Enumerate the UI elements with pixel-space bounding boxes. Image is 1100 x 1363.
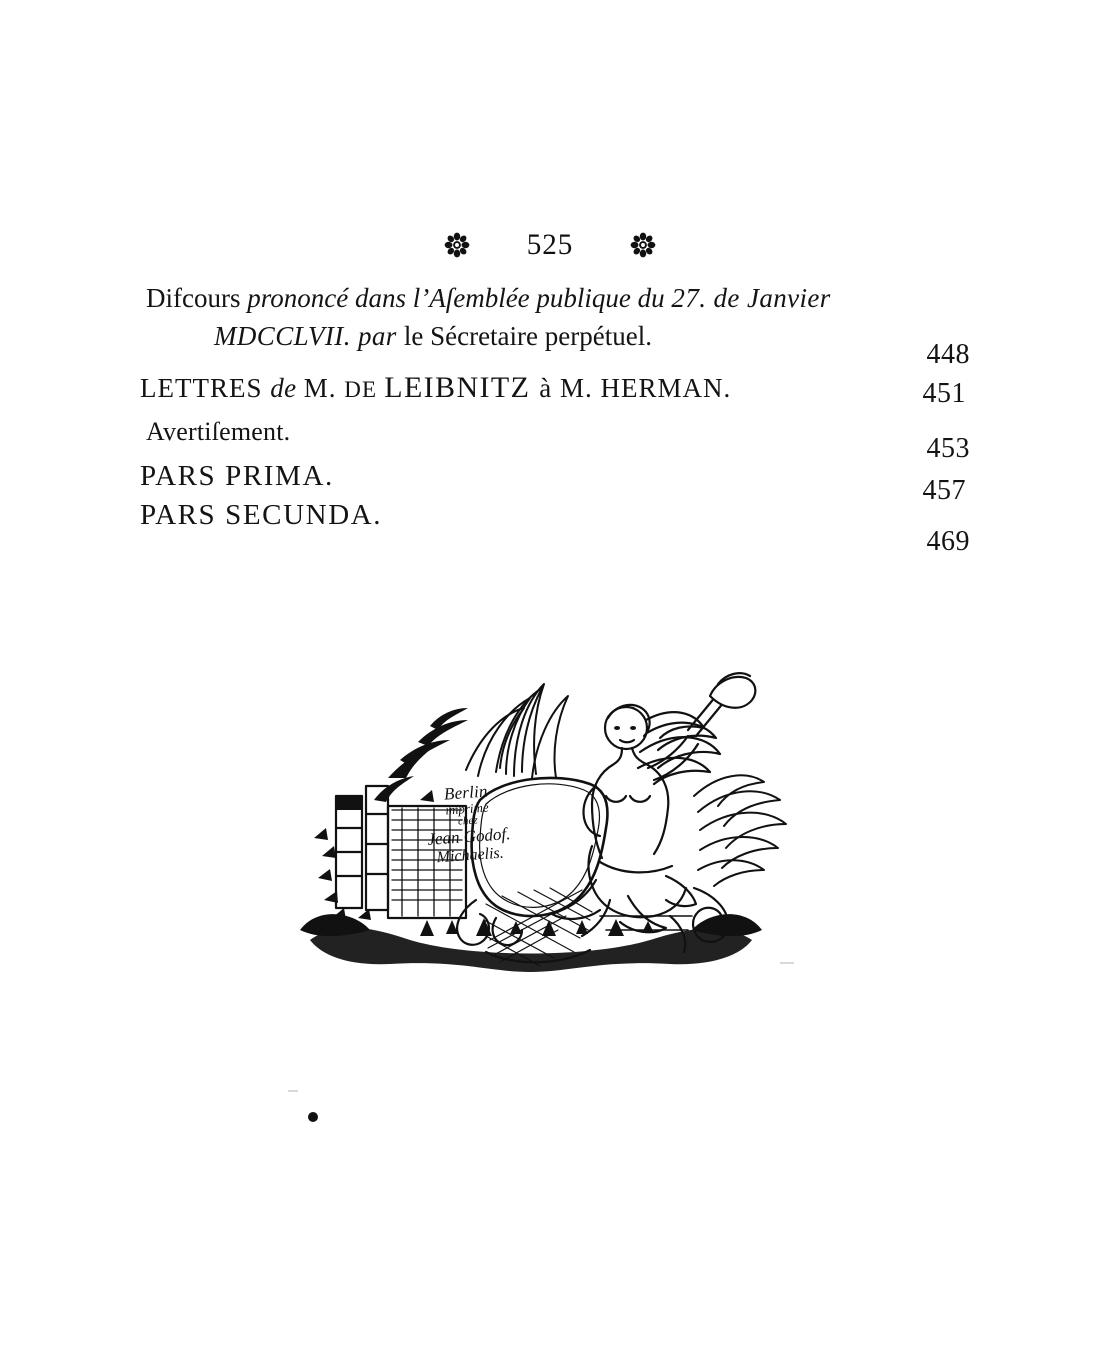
- toc-page-number: 453: [926, 433, 970, 464]
- rosette-ornament-icon: [444, 232, 470, 258]
- imprint-line-printer-last: Michaelis.: [436, 844, 505, 866]
- toc-text-fragment: DE: [344, 377, 385, 402]
- toc-text-fragment: Di: [146, 283, 173, 313]
- toc-text-fragment: Averti: [146, 417, 212, 446]
- toc-text-fragment: LETTRES: [140, 373, 271, 403]
- toc-page-number: 448: [926, 339, 970, 370]
- long-s-glyph: f: [173, 283, 182, 313]
- toc-text-fragment: cours: [182, 283, 248, 313]
- toc-entry-title: PARS SECUNDA.: [140, 499, 383, 531]
- imprint-line-chez: chez: [457, 814, 478, 829]
- long-s-glyph: ſ: [445, 283, 454, 313]
- printers-device-vignette: [270, 600, 790, 1000]
- toc-entry-title: [146, 417, 906, 448]
- toc-entry: [140, 459, 970, 506]
- toc-text-fragment: emblée publique du: [453, 283, 672, 313]
- toc-text-fragment: 27. de Janvier: [671, 283, 831, 313]
- toc-text-fragment: prononcé dans l’A: [247, 283, 446, 313]
- rosette-ornament-icon: [630, 232, 656, 258]
- toc-text-fragment: le Sécretaire perpétuel.: [403, 320, 652, 351]
- toc-entry: [140, 370, 970, 410]
- toc-text-fragment: MDCCLVII. par: [214, 320, 404, 351]
- toc-entry: [140, 498, 970, 557]
- page-header: [0, 228, 1100, 262]
- imprint-line-city: Berlin: [443, 781, 489, 804]
- toc-page-number: 457: [922, 475, 966, 506]
- faint-paper-mark: [780, 962, 794, 964]
- page-number: 525: [526, 228, 574, 261]
- toc-text-fragment: M. HERMAN.: [560, 373, 732, 403]
- toc-entry: [140, 417, 970, 464]
- toc-text-fragment: de: [270, 373, 304, 403]
- toc-entry: [140, 283, 970, 370]
- imprint-line-printer-first: Jean Godof.: [426, 824, 512, 850]
- toc-text-fragment: M.: [303, 373, 345, 403]
- toc-text-fragment: ement.: [219, 417, 291, 446]
- faint-paper-mark: [288, 1090, 298, 1092]
- toc-page-number: 451: [922, 378, 966, 409]
- imprint-line-imprime: imprimé: [444, 799, 490, 818]
- toc-text-fragment: LEIBNITZ: [384, 371, 540, 404]
- toc-entry-title: [146, 283, 906, 353]
- toc-text-fragment: à: [539, 373, 561, 403]
- long-s-glyph: ſ: [211, 417, 220, 446]
- imprint-text: [405, 780, 530, 868]
- toc-entry-title: [140, 370, 900, 405]
- toc-entry-title: PARS PRIMA.: [140, 460, 334, 492]
- toc-page-number: 469: [926, 526, 970, 557]
- stray-ink-dot: [308, 1112, 318, 1122]
